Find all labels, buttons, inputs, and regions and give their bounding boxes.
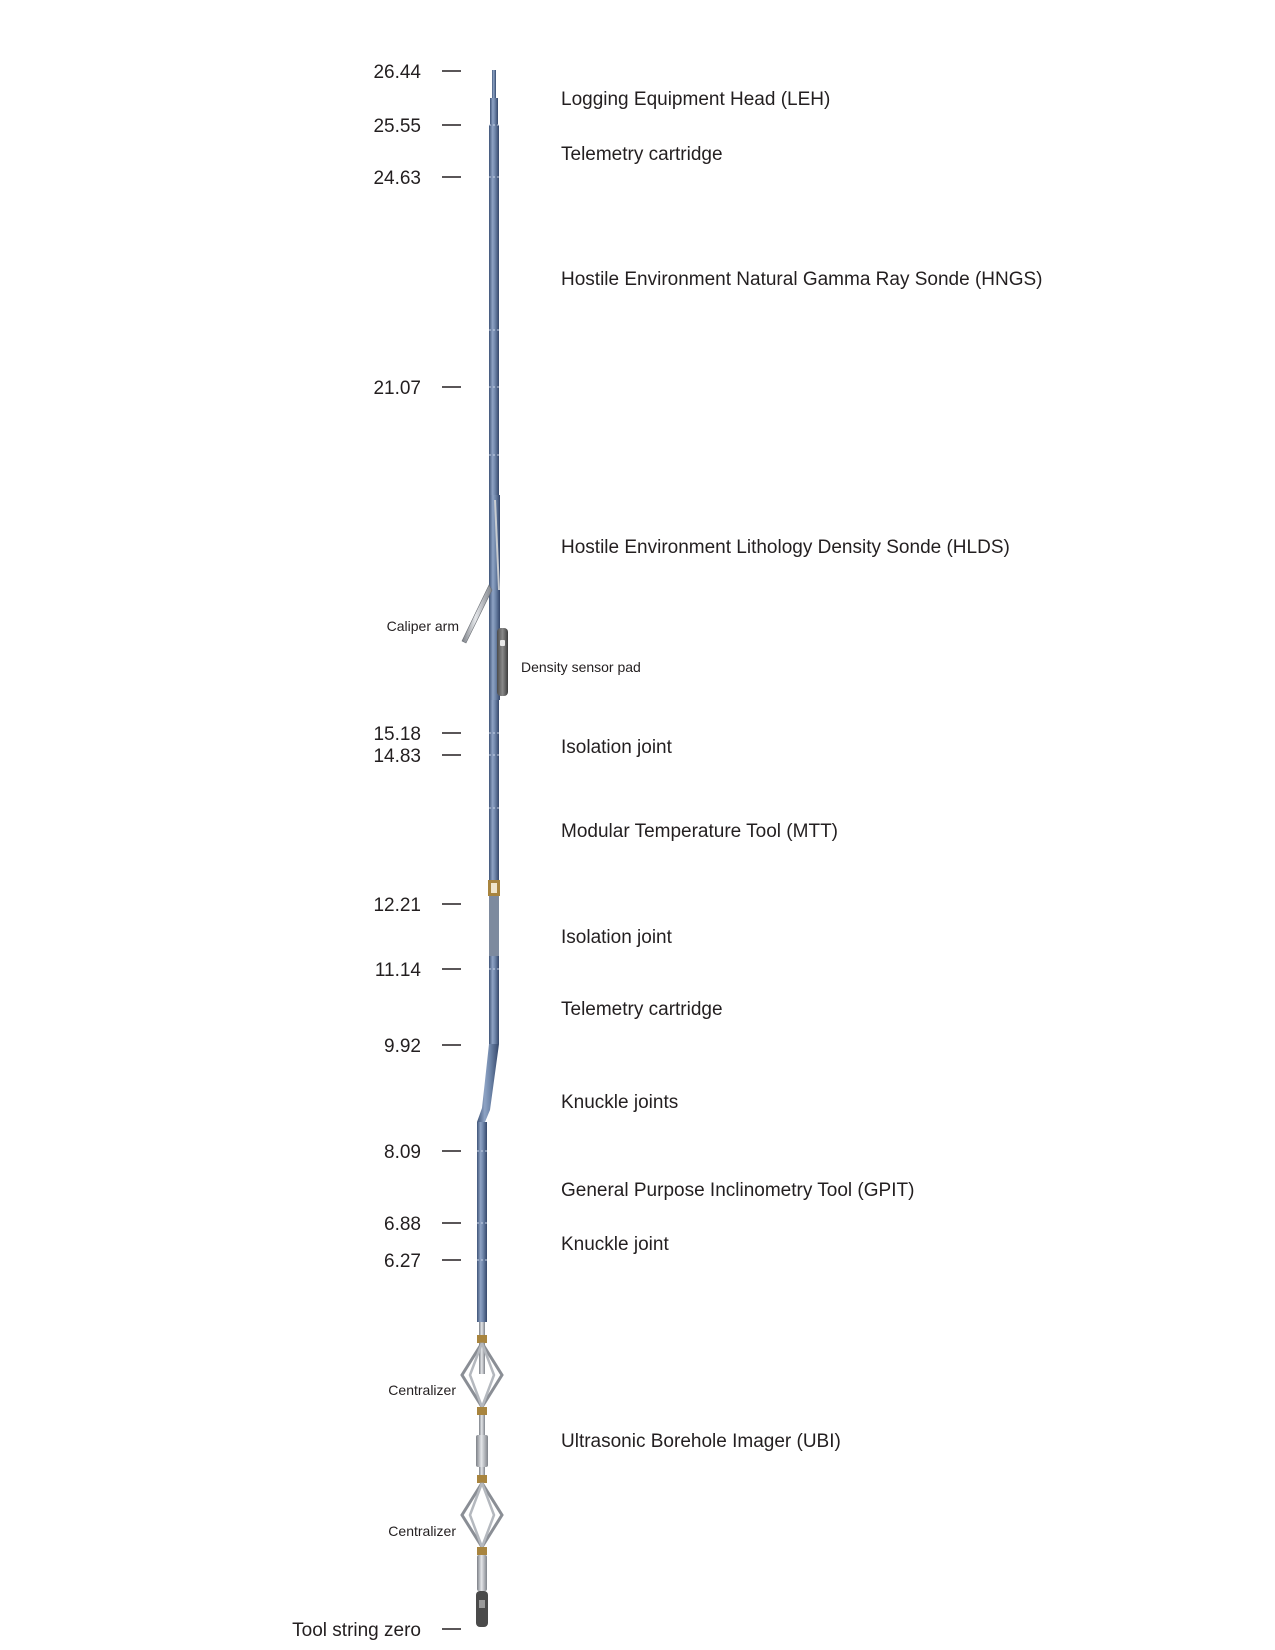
depth-mark (373, 746, 461, 767)
depth-label: Tool string zero (292, 1620, 421, 1641)
centralizer-collar (477, 1407, 487, 1415)
ubi-lower-body (477, 1555, 487, 1591)
depth-label: 11.14 (374, 960, 421, 981)
centralizer-lower (462, 1475, 502, 1555)
ubi-transducer-head (476, 1591, 488, 1627)
depth-label: 14.83 (373, 746, 421, 767)
tool-name-isolation-joint-upper: Isolation joint (561, 737, 672, 758)
tool-name-isolation-joint-lower: Isolation joint (561, 927, 672, 948)
depth-label: 15.18 (373, 724, 421, 745)
depth-mark (373, 895, 461, 916)
isolation-ring-inner (491, 883, 497, 893)
depth-mark (384, 1142, 461, 1163)
depth-mark (373, 62, 461, 83)
depth-mark (373, 168, 461, 189)
centralizer-collar (477, 1335, 487, 1343)
tool-name-ubi: Ultrasonic Borehole Imager (UBI) (561, 1431, 841, 1452)
tool-name-knuckle-joints: Knuckle joints (561, 1092, 679, 1113)
depth-mark (373, 724, 461, 745)
depth-scale (292, 62, 461, 1641)
depth-mark (384, 1251, 461, 1272)
tool-name-hlds: Hostile Environment Lithology Density Sonde (HLDS) (561, 537, 1010, 558)
tool-name-gpit: General Purpose Inclinometry Tool (GPIT) (561, 1180, 915, 1201)
density-pad-window (500, 640, 505, 646)
ubi-transducer-window (479, 1600, 485, 1608)
tool-name-telemetry-upper: Telemetry cartridge (561, 144, 723, 165)
depth-mark-zero (292, 1620, 461, 1641)
depth-label: 9.92 (384, 1036, 421, 1057)
tool-string (462, 70, 508, 1627)
depth-label: 24.63 (373, 168, 421, 189)
depth-label: 8.09 (384, 1142, 421, 1163)
tool-name-knuckle-joint: Knuckle joint (561, 1234, 669, 1255)
gpit-body (477, 1122, 487, 1242)
tool-name-leh: Logging Equipment Head (LEH) (561, 89, 831, 110)
tool-name-telemetry-lower: Telemetry cartridge (561, 999, 723, 1020)
depth-label: 12.21 (373, 895, 421, 916)
depth-mark (373, 378, 461, 399)
depth-label: 6.88 (384, 1214, 421, 1235)
ubi-sleeve (476, 1435, 488, 1467)
centralizer-lower-label: Centralizer (388, 1523, 456, 1539)
depth-mark (373, 116, 461, 137)
depth-mark (384, 1036, 461, 1057)
depth-mark (375, 960, 461, 981)
leh-head (490, 98, 498, 125)
centralizer-collar (477, 1547, 487, 1555)
tool-name-mtt: Modular Temperature Tool (MTT) (561, 821, 839, 842)
leh-tip (492, 70, 496, 100)
depth-label: 25.55 (373, 116, 421, 137)
depth-label: 26.44 (373, 62, 421, 83)
centralizer-upper-label: Centralizer (388, 1382, 456, 1398)
knuckle-joint-body (477, 1242, 487, 1322)
centralizer-collar (477, 1475, 487, 1483)
depth-mark (384, 1214, 461, 1235)
density-sensor-pad (497, 628, 508, 696)
depth-label: 6.27 (384, 1251, 421, 1272)
tool-names (561, 89, 1043, 1452)
density-sensor-pad-label: Density sensor pad (521, 659, 641, 675)
tool-name-hngs: Hostile Environment Natural Gamma Ray Sonde (HNGS) (561, 269, 1043, 290)
isolation-joint-body (489, 896, 499, 956)
middle-tool-body (489, 700, 499, 880)
knuckle-joints-body (477, 1044, 499, 1122)
caliper-arm-label: Caliper arm (386, 618, 459, 634)
depth-label: 21.07 (373, 378, 421, 399)
upper-tool-body (489, 125, 499, 495)
caliper-arm (462, 585, 492, 643)
